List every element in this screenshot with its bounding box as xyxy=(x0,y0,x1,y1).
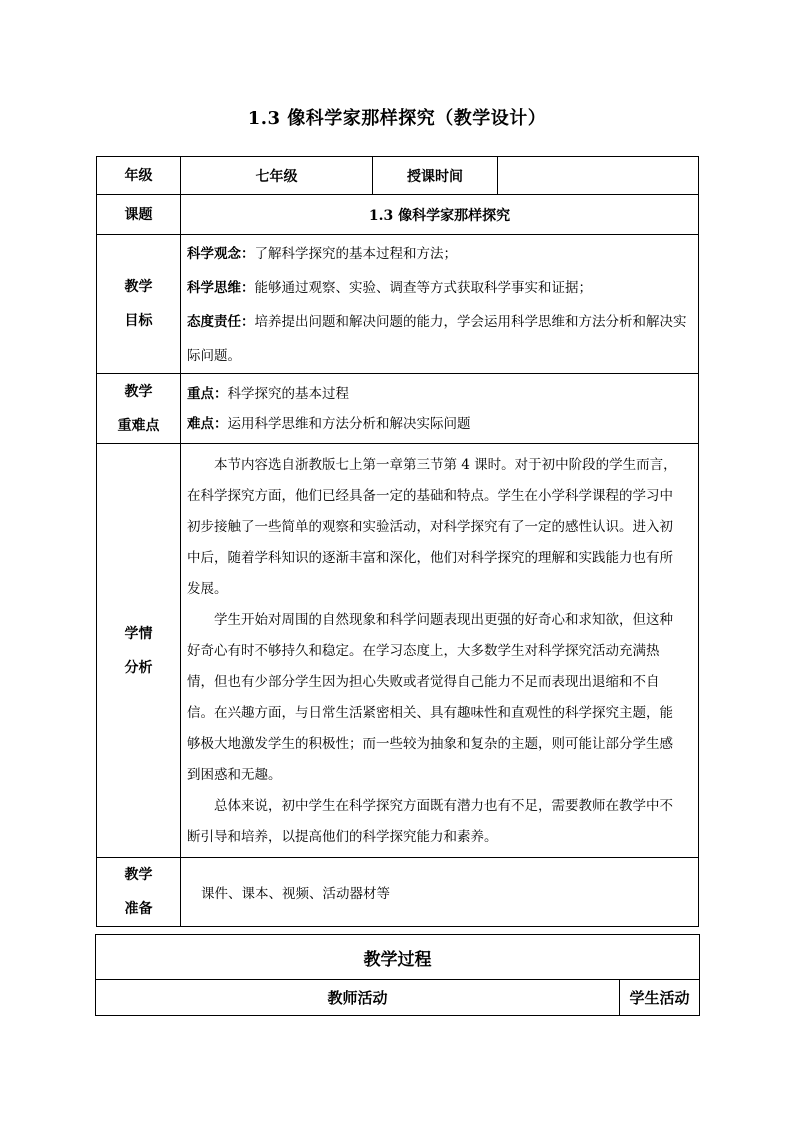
objective-item xyxy=(187,305,690,373)
objectives-label-line2: 目标 xyxy=(124,313,153,329)
key-point-label: 重点： xyxy=(187,385,228,402)
objective-text: 能够通过观察、实验、调查等方式获取科学事实和证据； xyxy=(254,280,592,296)
key-point xyxy=(187,379,692,409)
time-label: 授课时间 xyxy=(373,157,498,195)
topic-row xyxy=(97,195,699,235)
topic-value: 1.3 像科学家那样探究 xyxy=(181,195,699,235)
analysis-content xyxy=(181,444,699,858)
preparation-content: 课件、课本、视频、活动器材等 xyxy=(181,858,699,927)
objective-key: 科学思维： xyxy=(187,280,255,296)
difficult-point-label: 难点： xyxy=(187,415,228,432)
analysis-label-line2: 分析 xyxy=(124,659,153,676)
analysis-paragraph: 学生开始对周围的自然现象和科学问题表现出更强的好奇心和求知欲，但这种好奇心有时不够持久和稳定。在学习态度上，大多数学生对科学探究活动充满热情，但也有少部分学生因为担心失败或者觉得自己能力不足而表现出退缩和不自信。在兴趣方面，与日常生活紧密相关、具有趣味性和直观性的科学探究主题，能够极大地激发学生的积极性；而一些较为抽象和复杂的主题，则可能让部分学生感到困惑和无趣。 xyxy=(187,612,673,783)
objectives-content xyxy=(181,235,699,374)
objectives-label-line1: 教学 xyxy=(124,279,153,295)
preparation-label xyxy=(97,858,181,927)
analysis-label xyxy=(97,444,181,858)
analysis-row xyxy=(97,444,699,858)
grade-label: 年级 xyxy=(97,157,181,195)
time-value xyxy=(498,157,699,195)
process-header-row xyxy=(96,980,700,1016)
difficulty-label xyxy=(97,374,181,444)
difficult-point xyxy=(187,409,692,439)
document-title: 1.3 像科学家那样探究（教学设计） xyxy=(247,108,547,129)
lesson-info-table xyxy=(96,156,699,927)
preparation-row xyxy=(97,858,699,927)
difficulty-row xyxy=(97,374,699,444)
objectives-row xyxy=(97,235,699,374)
student-activity-header: 学生活动 xyxy=(620,980,700,1016)
analysis-paragraph: 本节内容选自浙教版七上第一章第三节第 4 课时。对于初中阶段的学生而言，在科学探究方面，他们已经具备一定的基础和特点。学生在小学科学课程的学习中初步接触了一些简单的观察和实验活动，对科学探究有了一定的感性认识。进入初中后，随着学科知识的逐渐丰富和深化，他们对科学探究的理解和实践能力也有所发展。 xyxy=(187,457,677,597)
objective-item xyxy=(187,237,690,271)
teacher-activity-header: 教师活动 xyxy=(96,980,620,1016)
key-point-text: 科学探究的基本过程 xyxy=(227,385,349,402)
topic-label: 课题 xyxy=(97,195,181,235)
process-title-row xyxy=(96,935,700,980)
objectives-label xyxy=(97,235,181,374)
objective-item xyxy=(187,271,690,305)
difficulty-label-line2: 重难点 xyxy=(117,417,160,434)
objective-key: 科学观念： xyxy=(187,246,255,262)
teaching-process-table xyxy=(95,934,700,1016)
difficulty-label-line1: 教学 xyxy=(124,383,153,400)
analysis-label-line1: 学情 xyxy=(124,625,153,642)
analysis-paragraph: 总体来说，初中学生在科学探究方面既有潜力也有不足，需要教师在教学中不断引导和培养，以提高他们的科学探究能力和素养。 xyxy=(187,798,673,845)
difficult-point-text: 运用科学思维和方法分析和解决实际问题 xyxy=(227,415,471,432)
objective-text: 培养提出问题和解决问题的能力，学会运用科学思维和方法分析和解决实际问题。 xyxy=(187,314,687,364)
process-title: 教学过程 xyxy=(96,935,700,980)
grade-value: 七年级 xyxy=(181,157,373,195)
objective-key: 态度责任： xyxy=(187,314,255,330)
grade-row xyxy=(97,157,699,195)
preparation-label-line2: 准备 xyxy=(124,901,153,917)
difficulty-content xyxy=(181,374,699,444)
objective-text: 了解科学探究的基本过程和方法； xyxy=(254,246,457,262)
preparation-label-line1: 教学 xyxy=(124,867,153,883)
